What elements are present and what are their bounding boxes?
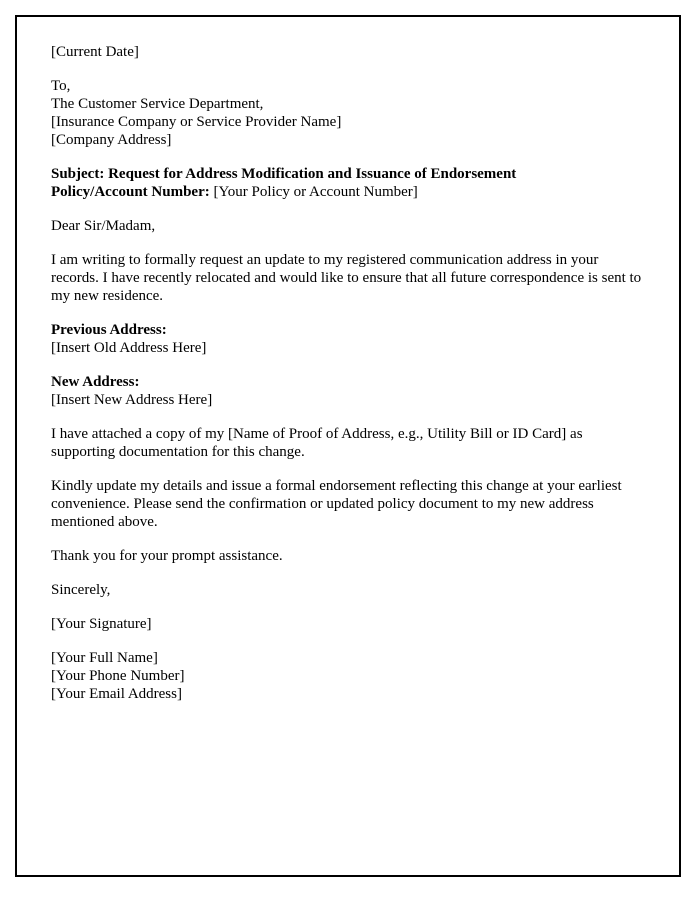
signature-placeholder: [Your Signature] [51,616,152,632]
policy-number-value: [Your Policy or Account Number] [213,184,418,200]
paragraph-attachment: I have attached a copy of my [Name of Proof of Address, e.g., Utility Bill or ID Card] as supporting documentation for this change. [51,426,583,460]
date-line: [Current Date] [51,44,139,60]
paragraph-request: I am writing to formally request an update to my registered communication address in your records. I have recently relocated and would like to ensure that all future correspondence is sent to my new residence. [51,252,642,304]
letter-page [15,15,681,877]
sender-phone: [Your Phone Number] [51,668,185,684]
recipient-to: To, [51,78,71,94]
recipient-company-name: [Insurance Company or Service Provider Name] [51,114,342,130]
sender-full-name: [Your Full Name] [51,650,158,666]
new-address-value: [Insert New Address Here] [51,392,213,408]
previous-address-value: [Insert Old Address Here] [51,340,207,356]
subject-line: Subject: Request for Address Modification and Issuance of Endorsement [51,166,517,182]
new-address-block [51,373,643,409]
salutation: Dear Sir/Madam, [51,218,156,234]
policy-number-label: Policy/Account Number: [51,184,210,200]
paragraph-endorsement: Kindly update my details and issue a formal endorsement reflecting this change at your earliest convenience. Please send the confirmation or updated policy document to my new address mentioned above. [51,478,622,530]
recipient-company-address: [Company Address] [51,132,172,148]
sender-email: [Your Email Address] [51,686,182,702]
recipient-block [51,77,643,149]
previous-address-label: Previous Address: [51,322,167,338]
new-address-label: New Address: [51,374,140,390]
subject-block [51,165,643,201]
recipient-department: The Customer Service Department, [51,96,264,112]
sender-contact-block [51,649,643,703]
closing-thanks: Thank you for your prompt assistance. [51,548,283,564]
previous-address-block [51,321,643,357]
sign-off: Sincerely, [51,582,111,598]
